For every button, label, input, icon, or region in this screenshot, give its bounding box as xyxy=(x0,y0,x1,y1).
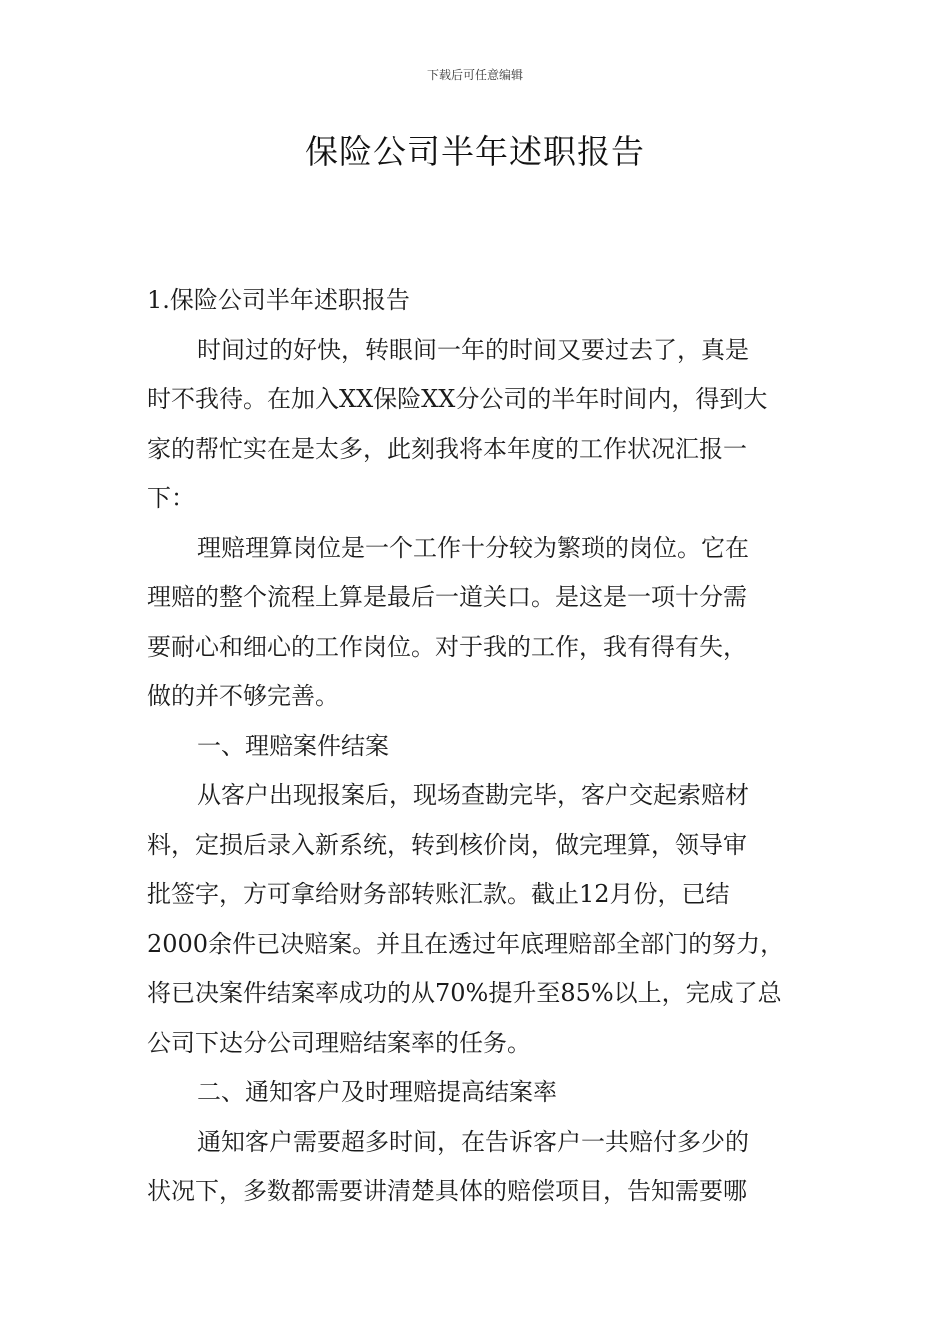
body-line: 要耐心和细心的工作岗位。对于我的工作，我有得有失， xyxy=(147,632,747,661)
body-line: 从客户出现报案后，现场查勘完毕，客户交起索赔材 xyxy=(197,781,749,809)
document-title: 保险公司半年述职报告 xyxy=(305,132,645,171)
body-line: 下： xyxy=(147,484,195,512)
body-line: 一、理赔案件结案 xyxy=(197,731,389,760)
body-line: 状况下，多数都需要讲清楚具体的赔偿项目，告知需要哪 xyxy=(147,1177,747,1205)
body-line: 二、通知客户及时理赔提高结案率 xyxy=(197,1078,557,1106)
body-line: 理赔的整个流程上算是最后一道关口。是这是一项十分需 xyxy=(147,583,747,611)
body-line: 批签字，方可拿给财务部转账汇款。截止12月份，已结 xyxy=(147,880,730,908)
body-line: 公司下达分公司理赔结案率的任务。 xyxy=(147,1028,531,1057)
body-line: 做的并不够完善。 xyxy=(147,682,339,710)
body-line: 1.保险公司半年述职报告 xyxy=(147,286,410,314)
body-line: 理赔理算岗位是一个工作十分较为繁琐的岗位。它在 xyxy=(197,533,749,562)
header-note: 下载后可任意编辑 xyxy=(426,68,523,82)
body-line: 将已决案件结案率成功的从70%提升至85%以上，完成了总 xyxy=(147,979,782,1007)
body-line: 料，定损后录入新系统，转到核价岗，做完理算，领导审 xyxy=(147,830,747,859)
body-line: 时不我待。在加入XX保险XX分公司的半年时间内，得到大 xyxy=(147,385,768,413)
document-body xyxy=(147,276,817,1217)
body-line: 时间过的好快，转眼间一年的时间又要过去了，真是 xyxy=(197,335,749,364)
body-line: 通知客户需要超多时间，在告诉客户一共赔付多少的 xyxy=(197,1127,749,1156)
body-line: 2000余件已决赔案。并且在透过年底理赔部全部门的努力， xyxy=(147,929,785,958)
body-line: 家的帮忙实在是太多，此刻我将本年度的工作状况汇报一 xyxy=(147,434,747,463)
